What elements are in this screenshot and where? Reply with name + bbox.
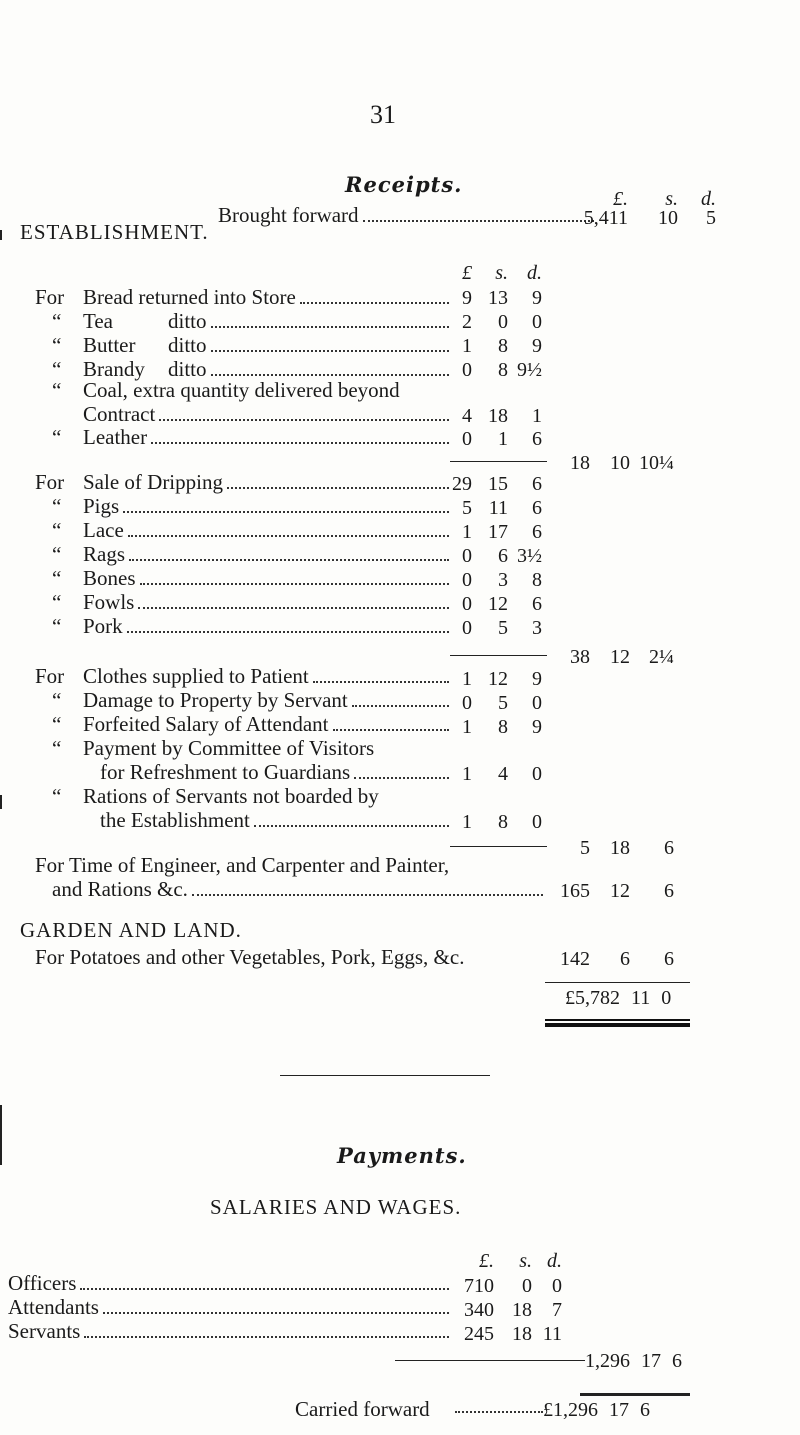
margin-mark	[0, 1105, 2, 1165]
section-salaries: SALARIES AND WAGES.	[210, 1195, 462, 1219]
brought-forward-amount: 5,411 10 5	[583, 207, 716, 229]
receipt-row-tea: “ Tea ditto	[52, 309, 453, 334]
receipt-row-rags: “ Rags	[52, 542, 453, 567]
amount-dripping: 29 15 6	[452, 473, 542, 495]
receipt-row-pork: “ Pork	[52, 614, 453, 639]
group1-column-headers: £ s. d.	[462, 262, 542, 284]
amount-fowls: 0 12 6	[462, 593, 542, 615]
payment-row-attendants: Attendants	[8, 1295, 453, 1320]
amount-garden: 142 6 6	[560, 948, 674, 970]
amount-lace: 1 17 6	[462, 521, 542, 543]
receipt-row-rations: “ Rations of Servants not boarded by	[52, 784, 379, 808]
page-number: 31	[370, 100, 396, 129]
receipts-heading: Receipts.	[345, 172, 463, 197]
section-establishment: ESTABLISHMENT.	[20, 220, 209, 244]
amount-engineer: 165 12 6	[560, 880, 674, 902]
receipt-row-coal: “ Coal, extra quantity delivered beyond	[52, 378, 400, 402]
amount-leather: 0 1 6	[462, 428, 542, 450]
carried-forward-rule	[580, 1393, 690, 1396]
carried-forward-label: Carried forward	[295, 1397, 430, 1421]
amount-coal: 4 18 1	[462, 405, 542, 427]
amount-bread: 9 13 9	[462, 287, 542, 309]
section-garden: GARDEN AND LAND.	[20, 918, 242, 942]
receipt-row-engineer: For Time of Engineer, and Carpenter and Painter,	[35, 853, 450, 877]
col-pence: d.	[701, 188, 716, 210]
payment-row-officers: Officers	[8, 1271, 453, 1296]
amount-pigs: 5 11 6	[462, 497, 542, 519]
brought-forward-row	[218, 203, 598, 228]
margin-mark	[0, 795, 2, 809]
amount-brandy: 0 8 9½	[462, 359, 542, 381]
receipt-row-pigs: “ Pigs	[52, 494, 453, 519]
col-shillings: s.	[665, 188, 678, 210]
group2-total: 38 12 2¼	[570, 646, 674, 668]
receipt-row-brandy: “ Brandy ditto	[52, 357, 453, 382]
amount-payment: 1 4 0	[462, 763, 542, 785]
amount-pork: 0 5 3	[462, 617, 542, 639]
amount-tea: 2 0 0	[462, 311, 542, 333]
receipt-row-garden: For Potatoes and other Vegetables, Pork, Eggs, &c.	[35, 945, 465, 969]
payments-column-headers: £. s. d.	[479, 1250, 562, 1272]
grand-total-double-rule	[545, 1019, 690, 1027]
receipt-row-engineer-rations: and Rations &c.	[52, 877, 547, 902]
receipt-row-payment-refreshment: for Refreshment to Guardians	[100, 760, 453, 785]
receipt-row-bones: “ Bones	[52, 566, 453, 591]
amount-rations: 1 8 0	[462, 811, 542, 833]
amount-officers: 710 0 0	[464, 1275, 562, 1297]
receipt-row-coal-contract: Contract	[83, 402, 453, 427]
receipt-row-butter: “ Butter ditto	[52, 333, 453, 358]
receipt-row-clothes: For Clothes supplied to Patient	[35, 664, 453, 689]
receipt-row-damage: “ Damage to Property by Servant	[52, 688, 453, 713]
payments-subtotal-rule	[395, 1360, 585, 1361]
receipt-row-bread: For Bread returned into Store	[35, 285, 453, 310]
col-pounds: £.	[613, 188, 628, 210]
group2-rule	[450, 655, 547, 656]
carried-forward-amount: £1,296 17 6	[543, 1399, 650, 1421]
grand-total-rule	[545, 982, 690, 983]
group3-rule	[450, 846, 547, 847]
group1-rule	[450, 461, 547, 462]
group1-total: 18 10 10¼	[570, 452, 674, 474]
receipt-row-fowls: “ Fowls	[52, 590, 453, 615]
amount-rags: 0 6 3½	[462, 545, 542, 567]
receipt-row-dripping: For Sale of Dripping	[35, 470, 453, 495]
receipt-row-payment-committee: “ Payment by Committee of Visitors	[52, 736, 375, 760]
receipt-row-lace: “ Lace	[52, 518, 453, 543]
grand-total: £5,782 11 0	[565, 987, 672, 1009]
amount-forfeited: 1 8 9	[462, 716, 542, 738]
receipt-row-rations-establishment: the Establishment	[100, 808, 453, 833]
amount-clothes: 1 12 9	[462, 668, 542, 690]
payments-heading: Payments.	[337, 1143, 467, 1168]
payments-subtotal: 1,296 17 6	[585, 1350, 682, 1372]
amount-damage: 0 5 0	[462, 692, 542, 714]
amount-bones: 0 3 8	[462, 569, 542, 591]
carried-forward-dots	[455, 1411, 543, 1413]
brought-forward-label: Brought forward	[218, 203, 359, 227]
amount-servants: 245 18 11	[464, 1323, 562, 1345]
group3-total: 5 18 6	[580, 837, 674, 859]
receipt-row-leather: “ Leather	[52, 425, 453, 450]
payment-row-servants: Servants	[8, 1319, 453, 1344]
amount-attendants: 340 18 7	[464, 1299, 562, 1321]
margin-mark	[0, 230, 2, 240]
section-divider	[280, 1075, 490, 1076]
amount-butter: 1 8 9	[462, 335, 542, 357]
receipt-row-forfeited: “ Forfeited Salary of Attendant	[52, 712, 453, 737]
